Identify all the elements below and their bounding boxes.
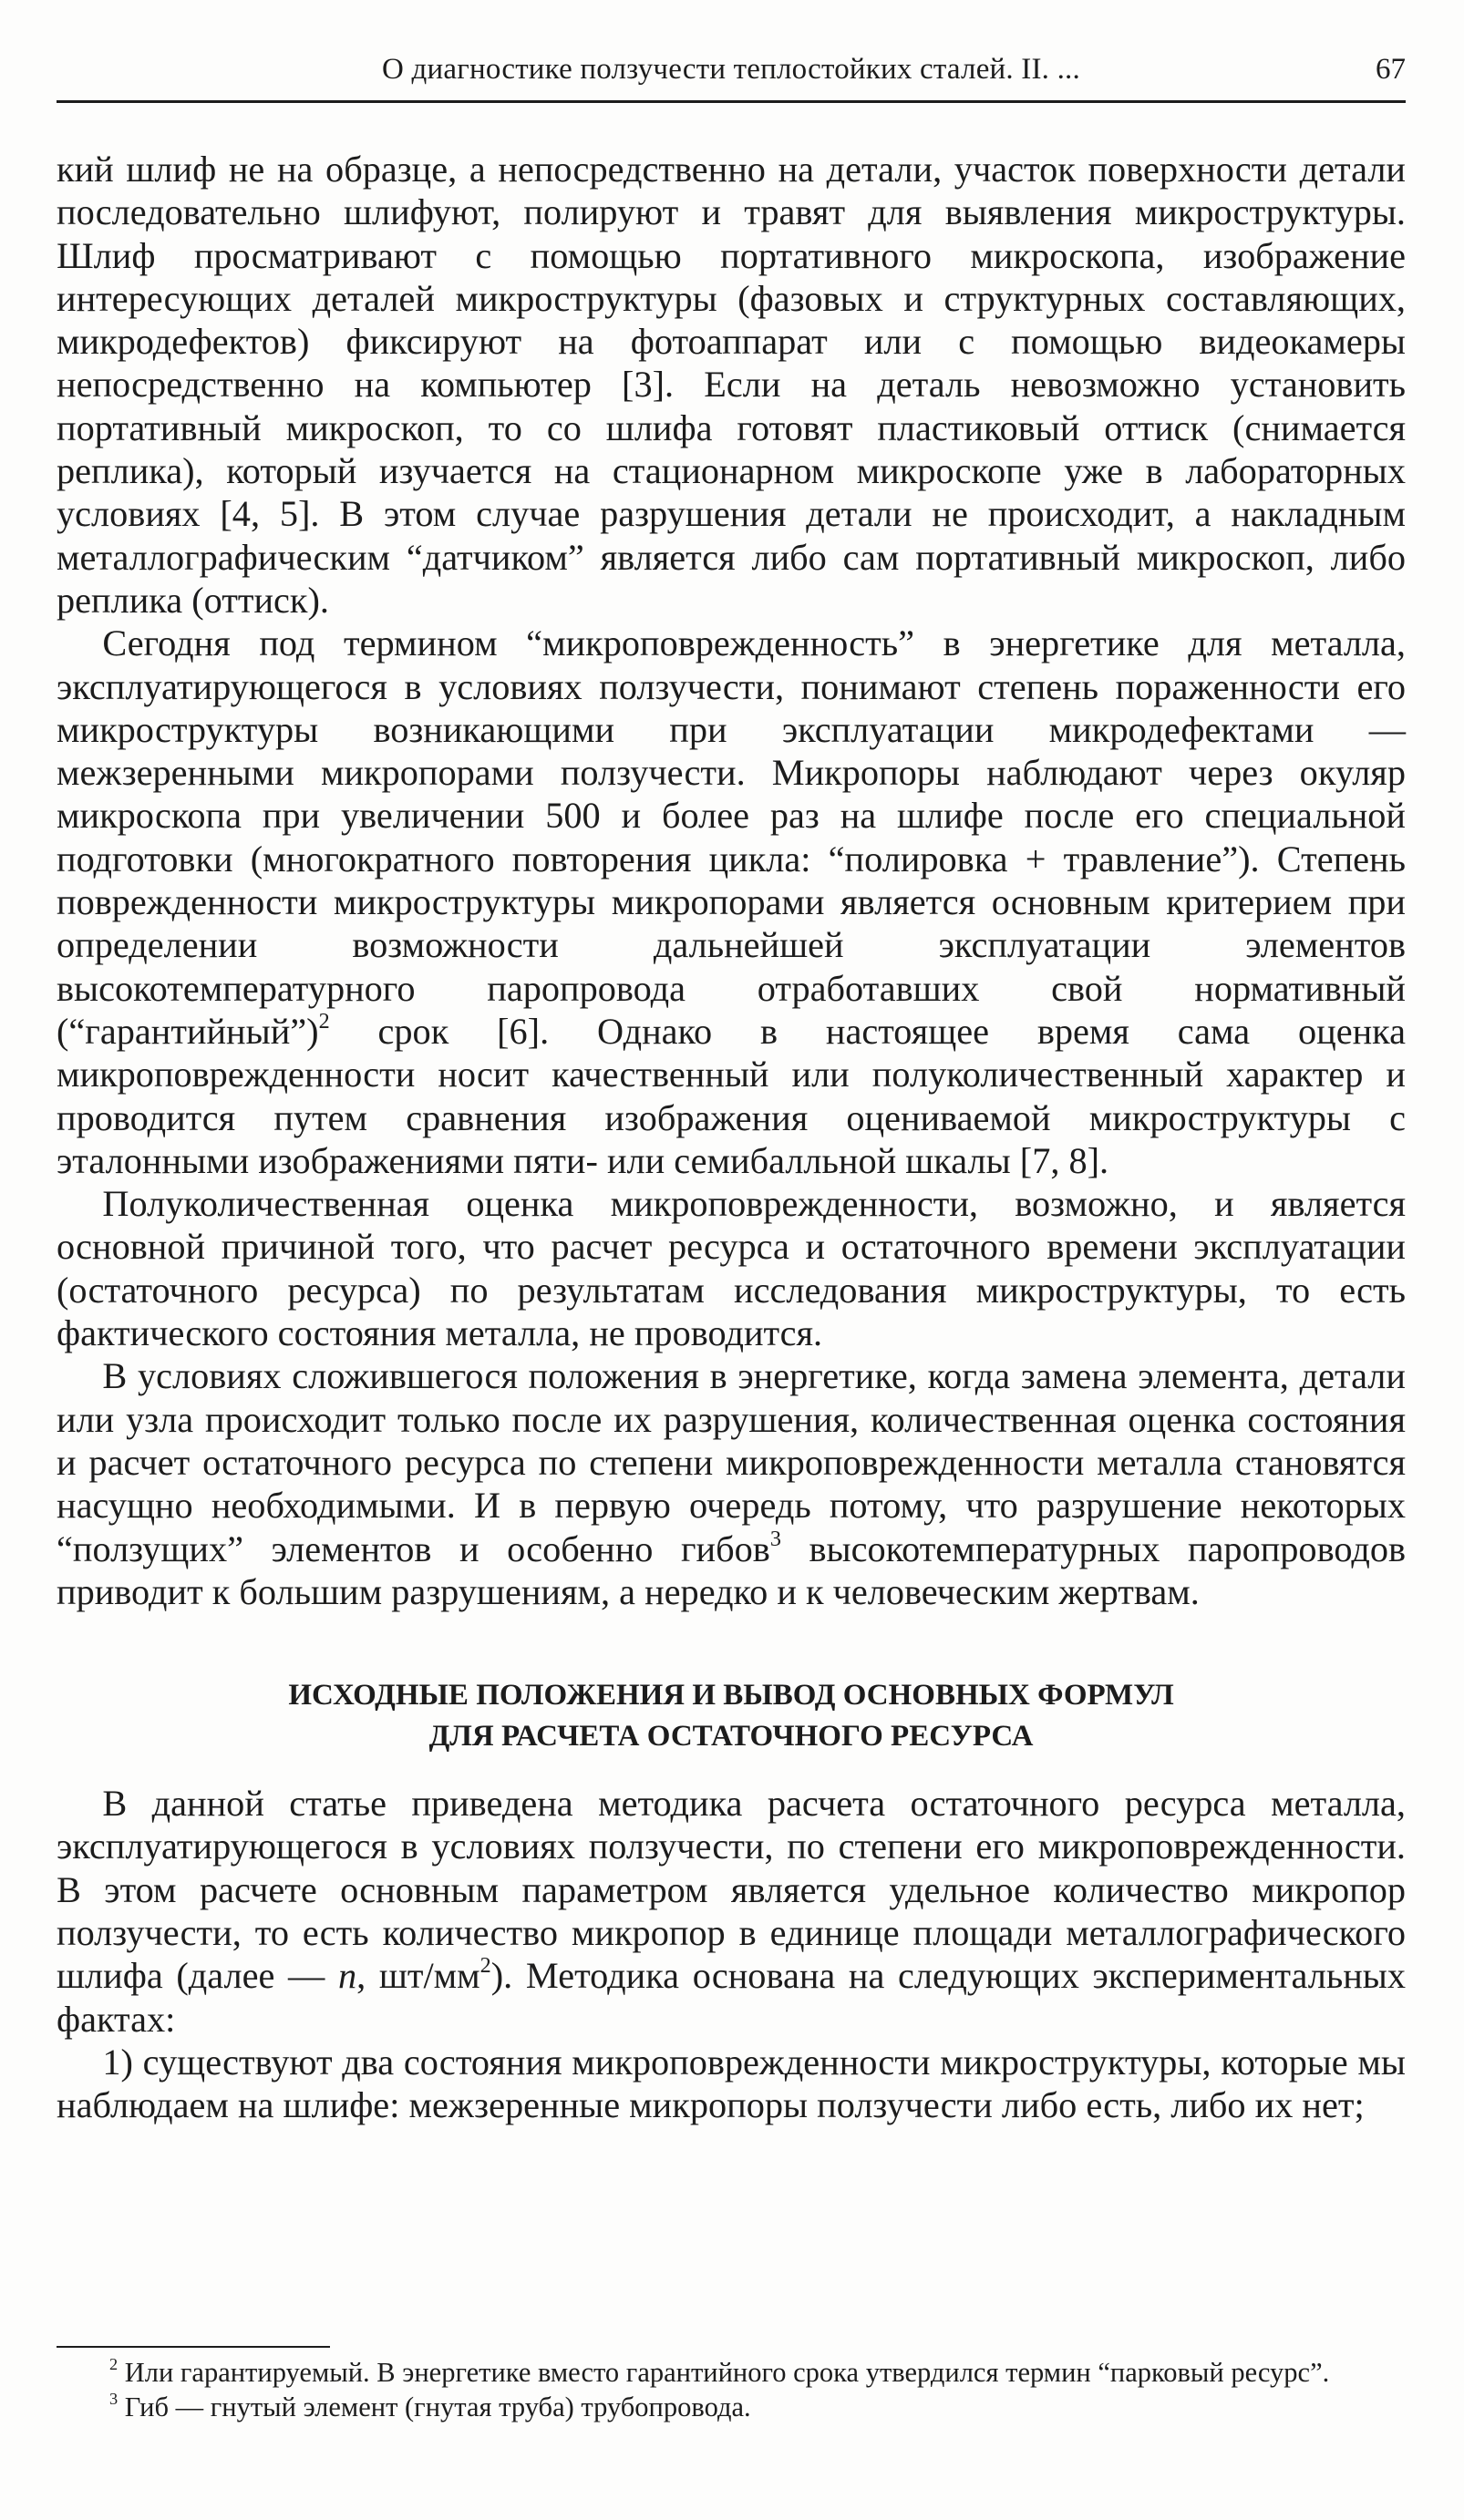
running-title: О диагностике ползучести теплостойких сталей. II. ... bbox=[382, 53, 1080, 86]
paragraph-semi-quantitative bbox=[57, 1182, 1406, 1354]
footnote-marker: 3 bbox=[108, 2389, 119, 2408]
section-heading-line: ИСХОДНЫЕ ПОЛОЖЕНИЯ И ВЫВОД ОСНОВНЫХ ФОРМУЛ bbox=[288, 1679, 1174, 1713]
paragraph-continued bbox=[57, 148, 1406, 622]
footnote-ref[interactable]: 2 bbox=[318, 1009, 330, 1034]
paragraph-microdamage-definition bbox=[57, 622, 1406, 1182]
footnote-2 bbox=[57, 2356, 1406, 2391]
paragraph-text: высокотемпературных паропроводов приводит к большим разрушениям, а нередко и к человеческим жертвам. bbox=[57, 1527, 1406, 1612]
footnote-ref[interactable]: 3 bbox=[769, 1526, 781, 1551]
footnote-text: Гиб — гнутый элемент (гнутая труба) трубопровода. bbox=[124, 2391, 751, 2422]
paragraph-fact-1 bbox=[57, 2041, 1406, 2127]
footnotes bbox=[57, 2356, 1406, 2424]
paragraph-text: , шт/мм bbox=[356, 1955, 480, 1997]
variable-n: n bbox=[337, 1955, 357, 1997]
unit-exponent: 2 bbox=[479, 1953, 491, 1979]
body-text bbox=[57, 148, 1406, 2126]
paragraph-text: кий шлиф не на образце, а непосредственно на детали, участок поверхности детали последовательно шлифуют, полируют и травят для выявления микроструктуры. Шлиф просматривают с помощью портативного микроскопа, изображение интересующих деталей микроструктуры (фазовых и структурных составляющих, микродефектов) фиксируют на фотоаппарат или с помощью видеокамеры непосредственно на компьютер [3]. Если на деталь невозможно установить портативный микроскоп, то со шлифа готовят пластиковый оттиск (снимается реплика), который изучается на стационарном микроскопе уже в лабораторных условиях [4, 5]. В этом случае разрушения детали не происходит, а накладным металлографическим “датчиком” является либо сам портативный микроскоп, либо реплика (оттиск). bbox=[57, 149, 1406, 621]
paragraph-text: В условиях сложившегося положения в энергетике, когда замена элемента, детали или узла происходит только после их разрушения, количественная оценка состояния и расчет остаточного ресурса по степени микроповрежденности металла становятся насущно необходимыми. И в первую очередь потому, что разрушение некоторых “ползущих” элементов и особенно гибов bbox=[57, 1355, 1406, 1569]
paragraph-text: 1) существуют два состояния микроповрежденности микроструктуры, которые мы наблюдаем на шлифе: межзеренные микропоры ползучести либо есть, либо их нет; bbox=[57, 2041, 1406, 2126]
paragraph-text: Сегодня под термином “микроповрежденность” в энергетике для металла, эксплуатирующегося в условиях ползучести, понимают степень пораженности его микроструктуры возникающими при эксплуатации микродефектами — межзеренными микропорами ползучести. Микропоры наблюдают через окуляр микроскопа при увеличении 500 и более раз на шлифе после его специальной подготовки (многократного повторения цикла: “полировка + травление”). Степень поврежденности микроструктуры микропорами является основным критерием при определении возможности дальнейшей эксплуатации элементов высокотемпературного паропровода отработавших свой нормативный (“гарантийный”) bbox=[57, 622, 1406, 1052]
footnote-text: Или гарантируемый. В энергетике вместо гарантийного срока утвердился термин “парковый ресурс”. bbox=[124, 2357, 1330, 2388]
footnote-divider bbox=[57, 2346, 330, 2348]
section-heading-line: ДЛЯ РАСЧЕТА ОСТАТОЧНОГО РЕСУРСА bbox=[428, 1720, 1034, 1754]
paragraph-text: В данной статье приведена методика расчета остаточного ресурса металла, эксплуатирующегося в условиях ползучести, по степени его микроповрежденности. В этом расчете основным параметром является удельное количество микропор ползучести, то есть количество микропор в единице площади металлографического шлифа (далее — bbox=[57, 1783, 1406, 1997]
paragraph-text: срок [6]. Однако в настоящее время сама оценка микроповрежденности носит качественный или полуколичественный характер и проводится путем сравнения изображения оцениваемой микроструктуры с эталонными изображениями пяти- или семибалльной шкалы [7, 8]. bbox=[57, 1010, 1406, 1181]
paragraph-text: Полуколичественная оценка микроповрежденности, возможно, и является основной причиной того, что расчет ресурса и остаточного времени эксплуатации (остаточного ресурса) по результатам исследования микроструктуры, то есть фактического состояния металла, не проводится. bbox=[57, 1183, 1406, 1354]
footnote-3 bbox=[57, 2391, 1406, 2425]
paragraph-energy-situation bbox=[57, 1354, 1406, 1613]
section-heading bbox=[57, 1613, 1406, 1782]
page-number: 67 bbox=[1376, 53, 1406, 86]
paragraph-method bbox=[57, 1782, 1406, 2041]
running-header bbox=[57, 46, 1406, 103]
footnote-marker: 2 bbox=[108, 2355, 119, 2374]
paragraph-text: ). Методика основана на следующих экспериментальных фактах: bbox=[57, 1955, 1406, 2040]
